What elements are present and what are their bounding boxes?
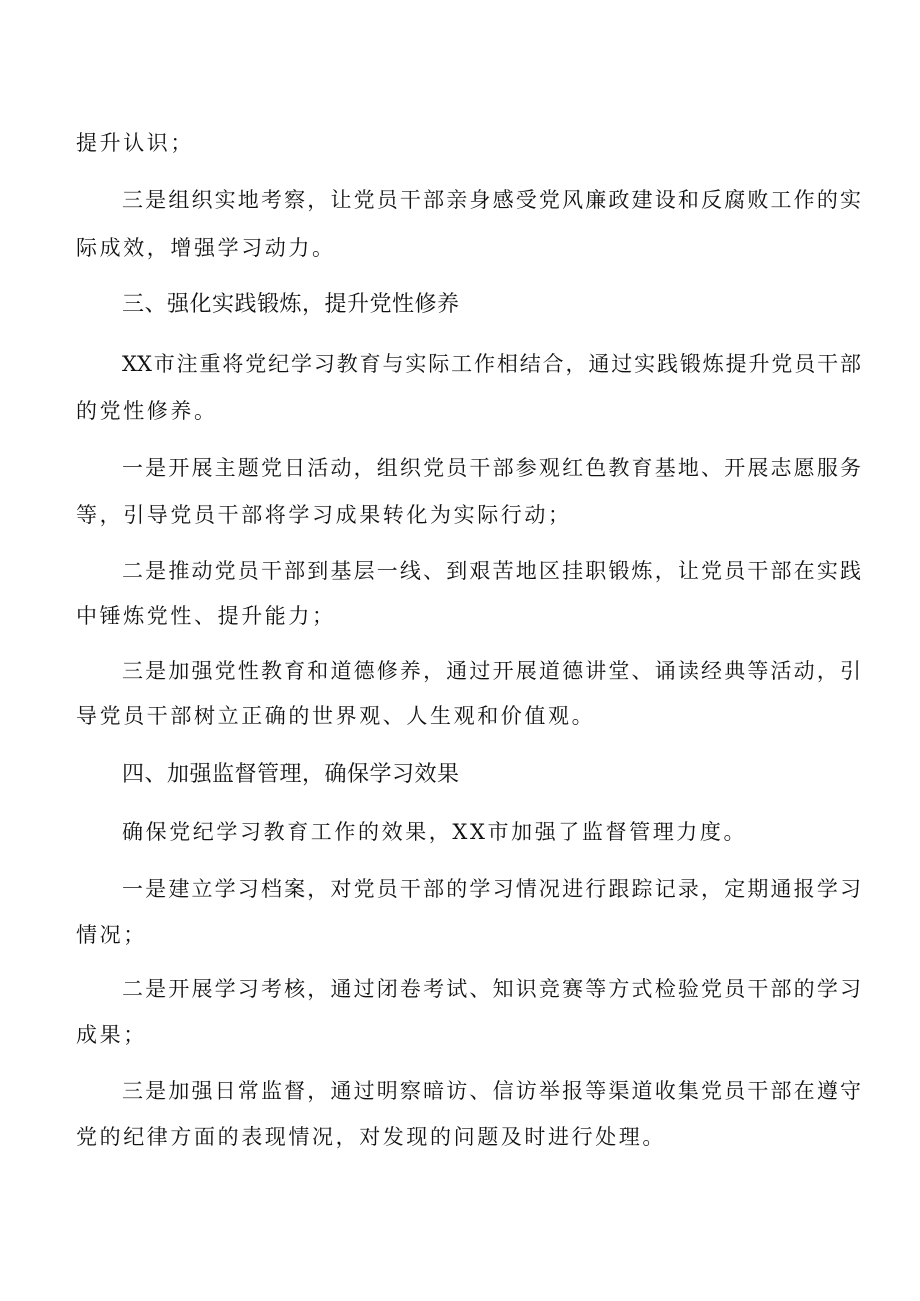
paragraph-line: 一是开展主题党日活动，组织党员干部参观红色教育基地、开展志愿服务 — [122, 456, 861, 480]
paragraph-line: 提升认识； — [76, 131, 194, 155]
paragraph-line: 一是建立学习档案，对党员干部的学习情况进行跟踪记录，定期通报学习 — [122, 877, 861, 901]
paragraph-line: 三是加强日常监督，通过明察暗访、信访举报等渠道收集党员干部在遵守 — [122, 1079, 861, 1103]
paragraph-line: 际成效，增强学习动力。 — [76, 236, 336, 260]
paragraph-line: 二是开展学习考核，通过闭卷考试、知识竞赛等方式检验党员干部的学习 — [122, 977, 861, 1001]
paragraph-line: 三是加强党性教育和道德修养，通过开展道德讲堂、诵读经典等活动，引 — [122, 659, 861, 683]
paragraph-line: 二是推动党员干部到基层一线、到艰苦地区挂职锻炼，让党员干部在实践 — [122, 559, 861, 583]
paragraph-line: 导党员干部树立正确的世界观、人生观和价值观。 — [76, 704, 596, 728]
paragraph-line: XX市注重将党纪学习教育与实际工作相结合，通过实践锻炼提升党员干部 — [122, 352, 861, 376]
paragraph-line: 党的纪律方面的表现情况，对发现的问题及时进行处理。 — [76, 1125, 666, 1149]
paragraph-line: 中锤炼党性、提升能力； — [76, 604, 336, 628]
paragraph-line: 确保党纪学习教育工作的效果，XX市加强了监督管理力度。 — [122, 820, 748, 844]
paragraph-line: 成果； — [76, 1023, 147, 1047]
section-heading: 四、加强监督管理，确保学习效果 — [122, 762, 460, 787]
section-heading: 三、强化实践锻炼，提升党性修养 — [122, 292, 460, 317]
paragraph-line: 三是组织实地考察，让党员干部亲身感受党风廉政建设和反腐败工作的实 — [122, 188, 861, 212]
paragraph-line: 情况； — [76, 923, 147, 947]
paragraph-line: 等，引导党员干部将学习成果转化为实际行动； — [76, 503, 572, 527]
paragraph-line: 的党性修养。 — [76, 399, 218, 423]
